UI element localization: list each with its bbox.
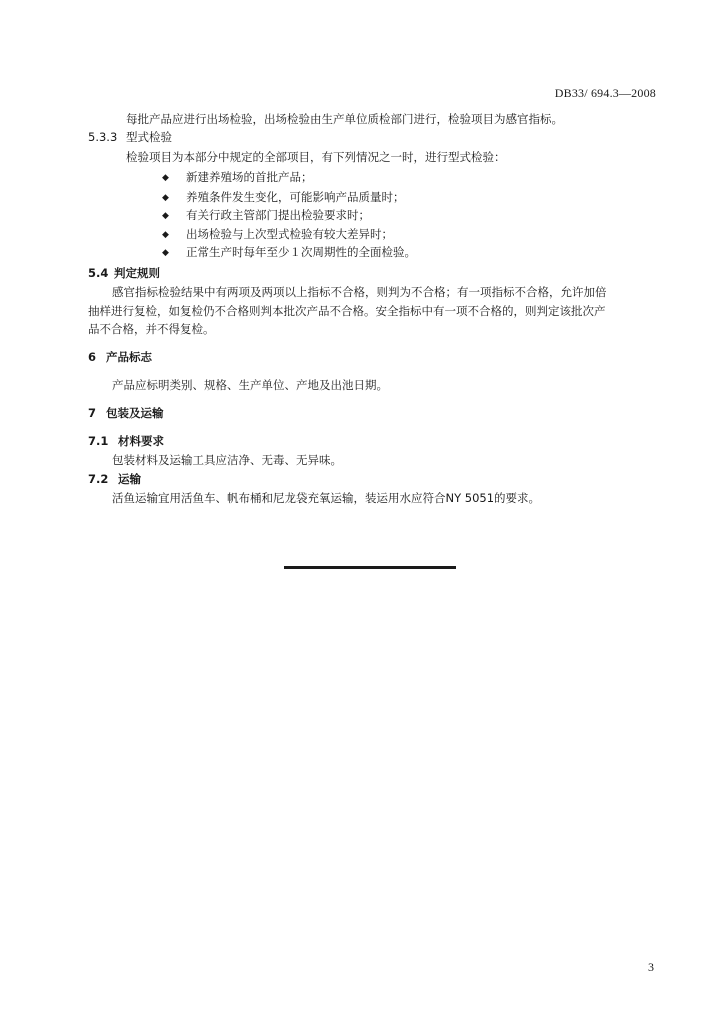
- judgement-rule-text-line-1: 感官指标检验结果中有两项及两项以上指标不合格，则判为不合格；有一项指标不合格，允许加倍: [112, 285, 607, 299]
- diamond-bullet-icon: ◆: [162, 173, 169, 183]
- section-6-number: 6: [88, 350, 97, 364]
- list-item: [162, 227, 393, 242]
- list-item-text: 新建养殖场的首批产品；: [186, 170, 313, 184]
- type-inspection-lead-text: 检验项目为本部分中规定的全部项目，有下列情况之一时，进行型式检验：: [126, 150, 506, 164]
- end-of-document-rule: [284, 566, 456, 569]
- document-code: DB33/ 694.3—2008: [554, 86, 656, 100]
- diamond-bullet-icon: ◆: [162, 230, 169, 240]
- diamond-bullet-icon: ◆: [162, 193, 169, 203]
- list-item: [162, 245, 416, 260]
- list-item: [162, 190, 405, 205]
- material-requirement-text: 包装材料及运输工具应洁净、无毒、无异味。: [112, 453, 342, 467]
- section-6-title: 产品标志: [106, 350, 152, 364]
- list-item-text: 正常生产时每年至少１次周期性的全面检验。: [186, 245, 416, 259]
- section-7-number: 7: [88, 406, 97, 420]
- product-marking-text: 产品应标明类别、规格、生产单位、产地及出池日期。: [112, 378, 388, 392]
- diamond-bullet-icon: ◆: [162, 211, 169, 221]
- section-7-1-number: 7.1: [88, 434, 109, 448]
- list-item: [162, 208, 370, 223]
- section-7-2-title: 运输: [118, 472, 141, 486]
- list-item-text: 养殖条件发生变化，可能影响产品质量时；: [186, 190, 405, 204]
- section-7-2-number: 7.2: [88, 472, 109, 486]
- section-5-4-number: 5.4: [88, 266, 109, 280]
- judgement-rule-text-line-2: 抽样进行复检，如复检仍不合格则判本批次产品不合格。安全指标中有一项不合格的，则判定该批次产: [88, 304, 606, 318]
- section-5-3-3-title: 型式检验: [126, 130, 172, 144]
- section-7-1-title: 材料要求: [118, 434, 164, 448]
- list-item: [162, 170, 313, 185]
- outgoing-inspection-text: 每批产品应进行出场检验，出场检验由生产单位质检部门进行，检验项目为感官指标。: [126, 112, 563, 126]
- list-item-text: 有关行政主管部门提出检验要求时；: [186, 208, 370, 222]
- section-5-3-3-number: 5.3.3: [88, 130, 118, 144]
- diamond-bullet-icon: ◆: [162, 248, 169, 258]
- section-7-title: 包装及运输: [106, 406, 164, 420]
- page-number: 3: [648, 960, 654, 974]
- section-5-4-title: 判定规则: [114, 266, 160, 280]
- transport-text: 活鱼运输宜用活鱼车、帆布桶和尼龙袋充氧运输，装运用水应符合NY 5051的要求。: [112, 491, 541, 505]
- judgement-rule-text-line-3: 品不合格，并不得复检。: [88, 322, 215, 336]
- list-item-text: 出场检验与上次型式检验有较大差异时；: [186, 227, 393, 241]
